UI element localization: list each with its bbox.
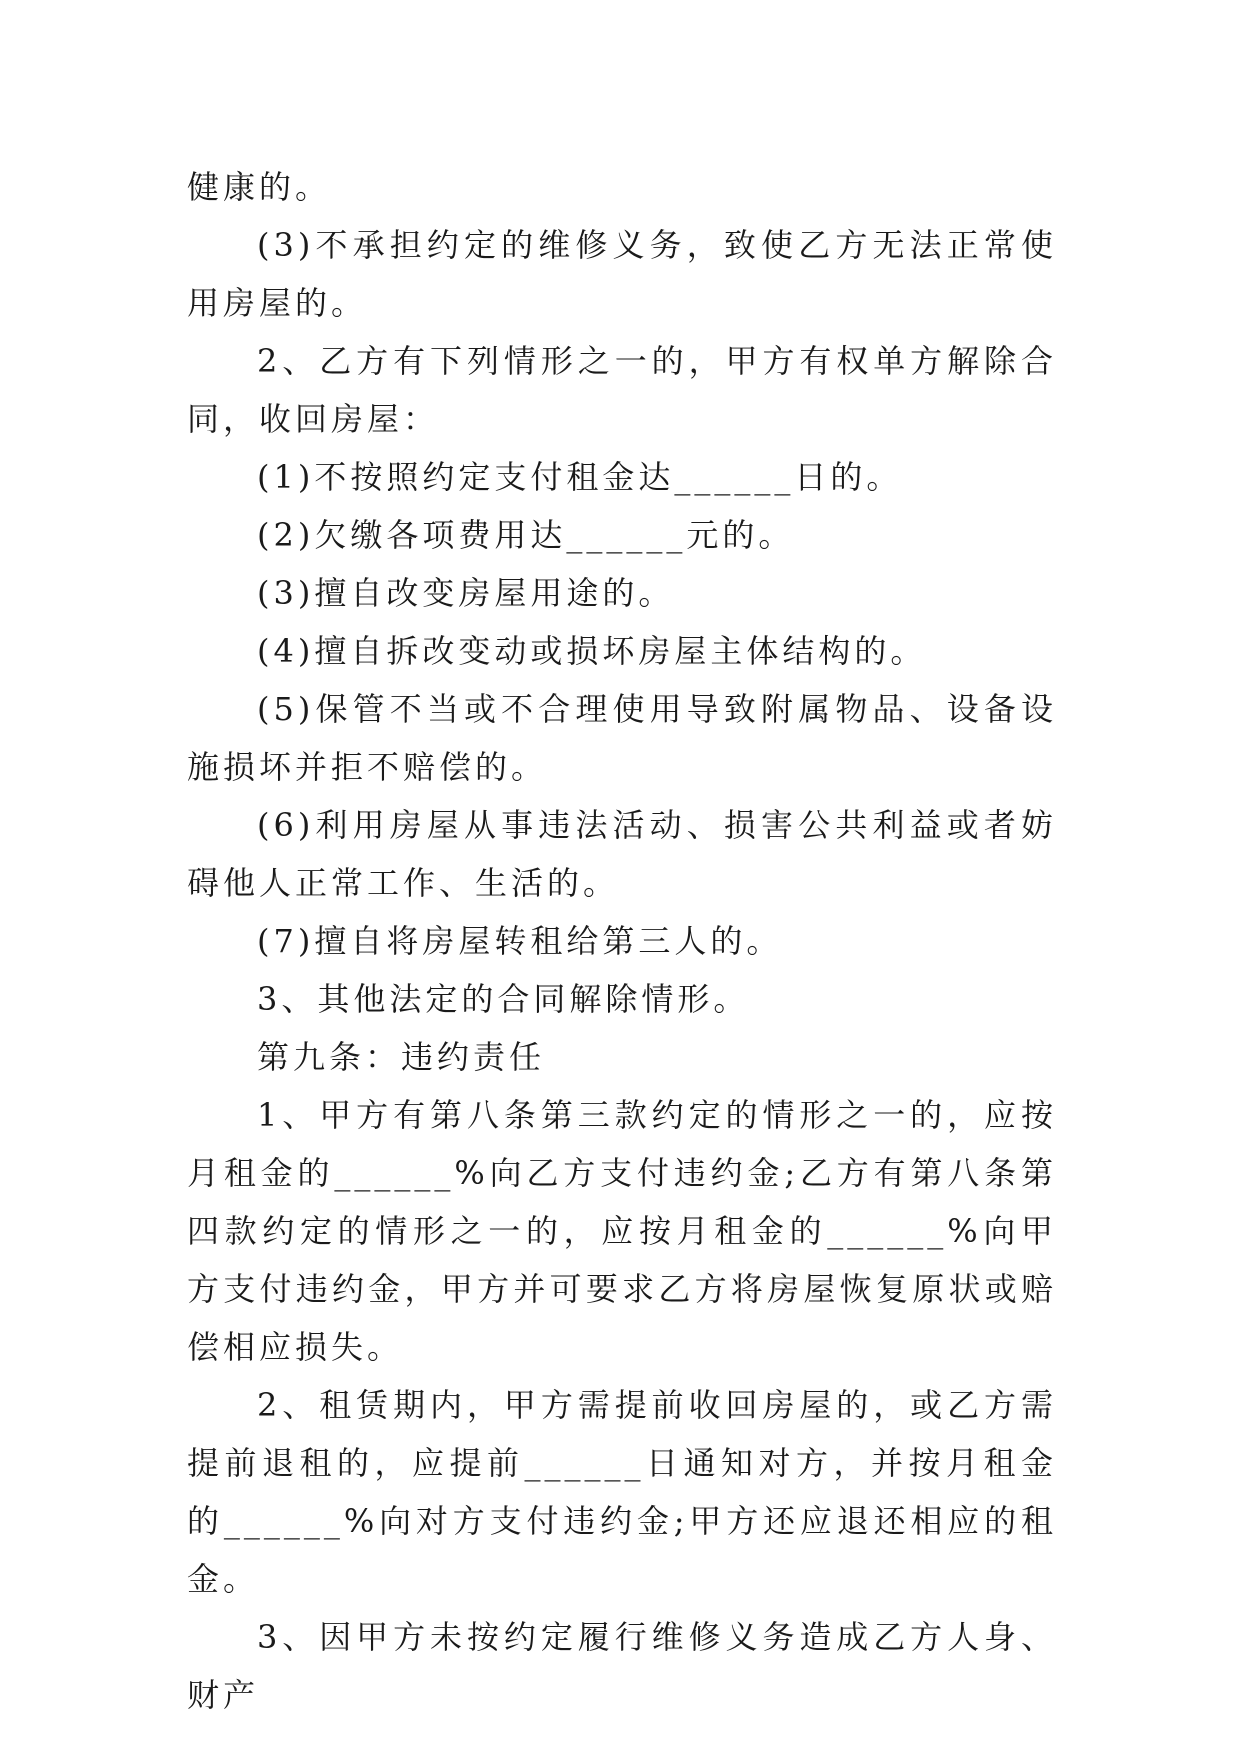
paragraph-item-1: (1)不按照约定支付租金达______日的。 <box>257 458 903 496</box>
paragraph-clause-2: 2、乙方有下列情形之一的，甲方有权单方解除合同，收回房屋： <box>187 342 1057 438</box>
paragraph-item-4: (4)擅自拆改变动或损坏房屋主体结构的。 <box>257 632 927 670</box>
paragraph-item-3-repair: (3)不承担约定的维修义务，致使乙方无法正常使用房屋的。 <box>187 226 1057 322</box>
paragraph-item-2: (2)欠缴各项费用达______元的。 <box>257 516 795 554</box>
section-heading-article-9: 第九条：违约责任 <box>257 1038 546 1076</box>
paragraph-clause-3: 3、其他法定的合同解除情形。 <box>257 980 750 1018</box>
paragraph-item-5: (5)保管不当或不合理使用导致附属物品、设备设施损坏并拒不赔偿的。 <box>187 690 1057 786</box>
paragraph-item-6: (6)利用房屋从事违法活动、损害公共利益或者妨碍他人正常工作、生活的。 <box>187 806 1057 902</box>
paragraph-item-7: (7)擅自将房屋转租给第三人的。 <box>257 922 783 960</box>
paragraph-liability-3: 3、因甲方未按约定履行维修义务造成乙方人身、财产 <box>187 1618 1057 1714</box>
paragraph-liability-1: 1、甲方有第八条第三款约定的情形之一的，应按月租金的______%向乙方支付违约金;乙方有第八条第四款约定的情形之一的，应按月租金的______%向甲方支付违约金，甲方并可要求乙方将房屋恢复原状或赔偿相应损失。 <box>187 1096 1057 1366</box>
document-body <box>187 158 1057 1724</box>
paragraph-continuation: 健康的。 <box>187 168 332 206</box>
paragraph-liability-2: 2、租赁期内，甲方需提前收回房屋的，或乙方需提前退租的，应提前______日通知对方，并按月租金的______%向对方支付违约金;甲方还应退还相应的租金。 <box>187 1386 1057 1598</box>
paragraph-item-3: (3)擅自改变房屋用途的。 <box>257 574 675 612</box>
